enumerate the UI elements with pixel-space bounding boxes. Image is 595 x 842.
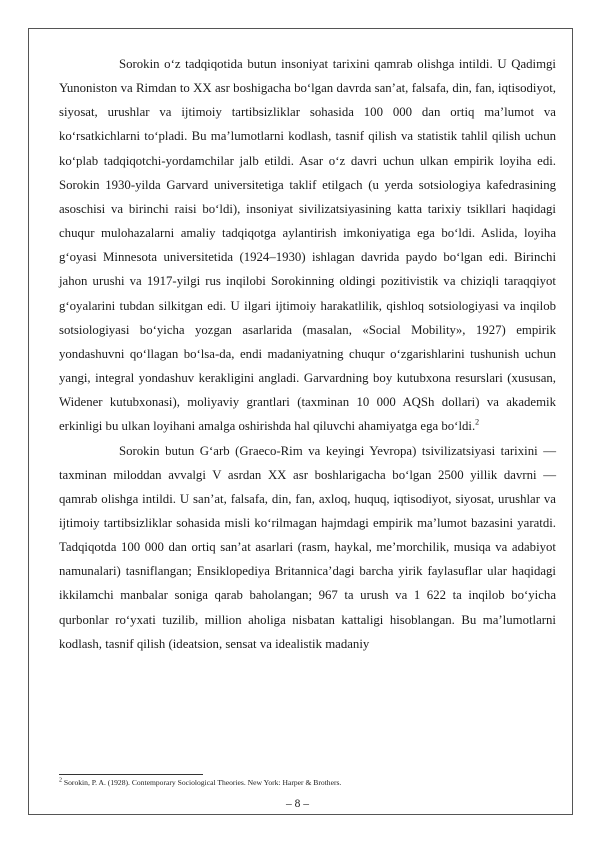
document-body xyxy=(59,52,556,656)
body-paragraph-1 xyxy=(59,52,556,439)
footnote-reference[interactable]: 2 xyxy=(475,418,480,428)
footnote xyxy=(59,778,556,788)
footnote-separator xyxy=(59,774,203,775)
paragraph-text: Sorokin o‘z tadqiqotida butun insoniyat tarixini qamrab olishga intildi. U Qadimgi Yunoniston va Rimdan to XX asr boshigacha bo‘lgan davrda san’at, falsafa, din, fan, iqtisodiyot, siyosat, urushlar va ijtimoiy tartibsizliklar sohasida 100 000 dan ortiq ma’lumot va ko‘rsatkichlarni to‘pladi. Bu ma’lumotlarni kodlash, tasnif qilish va statistik tahlil qilish uchun ko‘plab tadqiqotchi-yordamchilar jalb etildi. Asar o‘z davri uchun ulkan empirik loyiha edi. Sorokin 1930-yilda Garvard universitetiga taklif etilgach (u yerda sotsiologiya kafedrasining asoschisi va birinchi raisi bo‘ldi), insoniyat sivilizatsiyasining katta tarixiy tsikllari haqidagi chuqur mulohazalarni amaliy tadqiqotga aylantirish imkoniyatiga ega bo‘ldi. Aslida, loyiha g‘oyasi Minnesota universitetida (1924–1930) ishlagan davrida paydo bo‘lgan edi. Birinchi jahon urushi va 1917-yilgi rus inqilobi Sorokinning oldingi pozitivistik va chiziqli taraqqiyot g‘oyalarini tubdan silkitgan edi. U ilgari ijtimoiy harakatlilik, qishloq sotsiologiyasi va inqilob sotsiologiyasi bo‘yicha yozgan asarlarida (masalan, «Social Mobility», 1927) empirik yondashuvni qo‘llagan bo‘lsa-da, endi madaniyatning chuqur o‘zgarishlarini tushunish uchun yangi, integral yondashuv kerakligini angladi. Garvardning boy kutubxona resurslari (xususan, Widener kutubxonasi), moliyaviy grantlari (taxminan 10 000 AQSh dollari) va akademik erkinligi bu ulkan loyihani amalga oshirishda hal qiluvchi ahamiyatga ega bo‘ldi. xyxy=(59,57,556,434)
paragraph-text: Sorokin butun G‘arb (Graeco-Rim va keyingi Yevropa) tsivilizatsiyasi tarixini — taxminan miloddan avvalgi V asrdan XX asr boshlarigacha bo‘lgan 2500 yillik davrni — qamrab olishga intildi. U san’at, falsafa, din, fan, axloq, huquq, iqtisodiyot, siyosat, urushlar va ijtimoiy tartibsizliklar sohasida misli ko‘rilmagan hajmdagi empirik ma’lumot bazasini yaratdi. Tadqiqotda 100 000 dan ortiq san’at asarlari (rasm, haykal, me’morchilik, musiqa va adabiyot namunalari) tasniflangan; Ensiklopediya Britannica’dagi barcha yirik faylasuflar ular haqidagi ikkilamchi manbalar soniga qarab baholangan; 967 ta urush va 1 622 ta inqilob bo‘yicha qurbonlar ro‘yxati tuzilib, million aholiga nisbatan kattaligi hisoblangan. Bu ma’lumotlarni kodlash, tasnif qilish (ideatsion, sensat va idealistik madaniy xyxy=(59,443,556,651)
footnote-number: 2 xyxy=(59,777,62,784)
body-paragraph-2 xyxy=(59,439,556,656)
page-number: – 8 – xyxy=(286,798,309,810)
footnote-text: Sorokin, P. A. (1928). Contemporary Sociological Theories. New York: Harper & Brothers. xyxy=(63,778,342,787)
